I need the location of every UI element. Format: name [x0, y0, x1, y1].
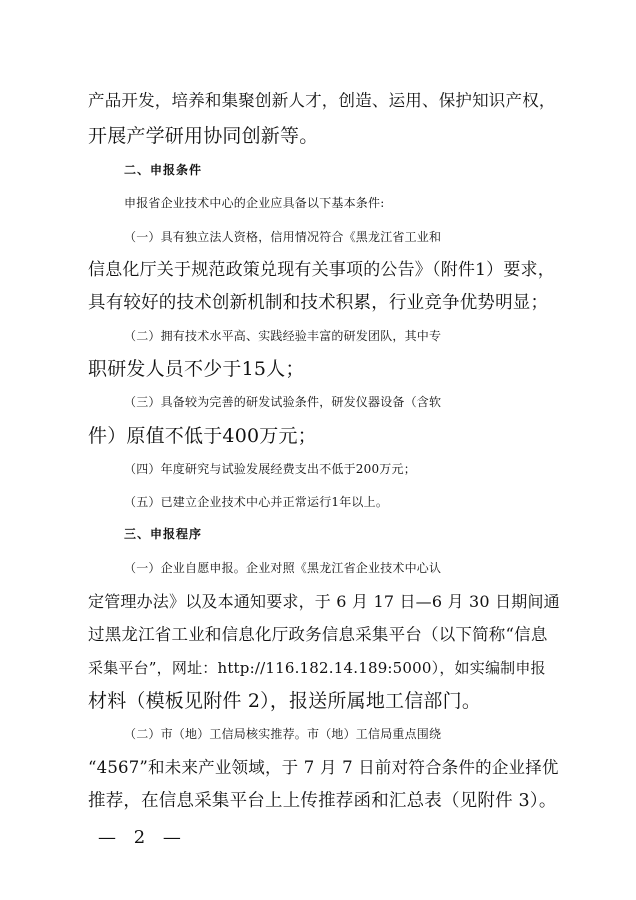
body-text-line: （一）企业自愿申报。企业对照《黑龙江省企业技术中心认 [124, 561, 442, 575]
body-text-line: 推荐，在信息采集平台上上传推荐函和汇总表（见附件 3）。 [88, 791, 557, 811]
body-text-line: 申报省企业技术中心的企业应具备以下基本条件: [124, 196, 385, 210]
body-text-line: （三）具备较为完善的研发试验条件，研发仪器设备（含软 [124, 395, 442, 409]
body-text-line: （一）具有独立法人资格，信用情况符合《黑龙江省工业和 [124, 230, 442, 244]
section-heading: 二、申报条件 [124, 163, 203, 177]
body-text-line: “4567”和未来产业领域，于 7 月 7 日前对符合条件的企业择优 [88, 758, 559, 777]
body-text-line: （二）拥有技术水平高、实践经验丰富的研发团队，其中专 [124, 329, 442, 343]
body-text-line: 职研发人员不少于15人； [88, 358, 305, 380]
body-text-line: 过黑龙江省工业和信息化厅政务信息采集平台（以下简称“信息 [88, 625, 548, 644]
body-text-line: 具有较好的技术创新机制和技术积累，行业竞争优势明显； [88, 293, 549, 313]
body-text-line: 产品开发，培养和集聚创新人才，创造、运用、保护知识产权， [88, 91, 556, 110]
page-number: — 2 — [98, 827, 187, 848]
body-text-line: 件）原值不低于400万元； [88, 425, 317, 447]
body-text-line: 材料（模板见附件 2），报送所属地工信部门。 [88, 690, 482, 712]
body-text-line: （五）已建立企业技术中心并正常运行1年以上。 [124, 495, 389, 509]
body-text-line: 采集平台”，网址：http://116.182.14.189:5000），如实编制申报 [88, 659, 546, 677]
body-text-line: （二）市（地）工信局核实推荐。市（地）工信局重点围绕 [124, 727, 442, 741]
body-text-line: 开展产学研用协同创新等。 [88, 125, 319, 147]
section-heading: 三、申报程序 [124, 527, 203, 541]
body-text-line: （四）年度研究与试验发展经费支出不低于200万元； [124, 462, 416, 476]
body-text-line: 定管理办法》以及本通知要求，于 6 月 17 日—6 月 30 日期间通 [88, 592, 560, 611]
body-text-line: 信息化厅关于规范政策兑现有关事项的公告》（附件1）要求， [88, 260, 555, 280]
